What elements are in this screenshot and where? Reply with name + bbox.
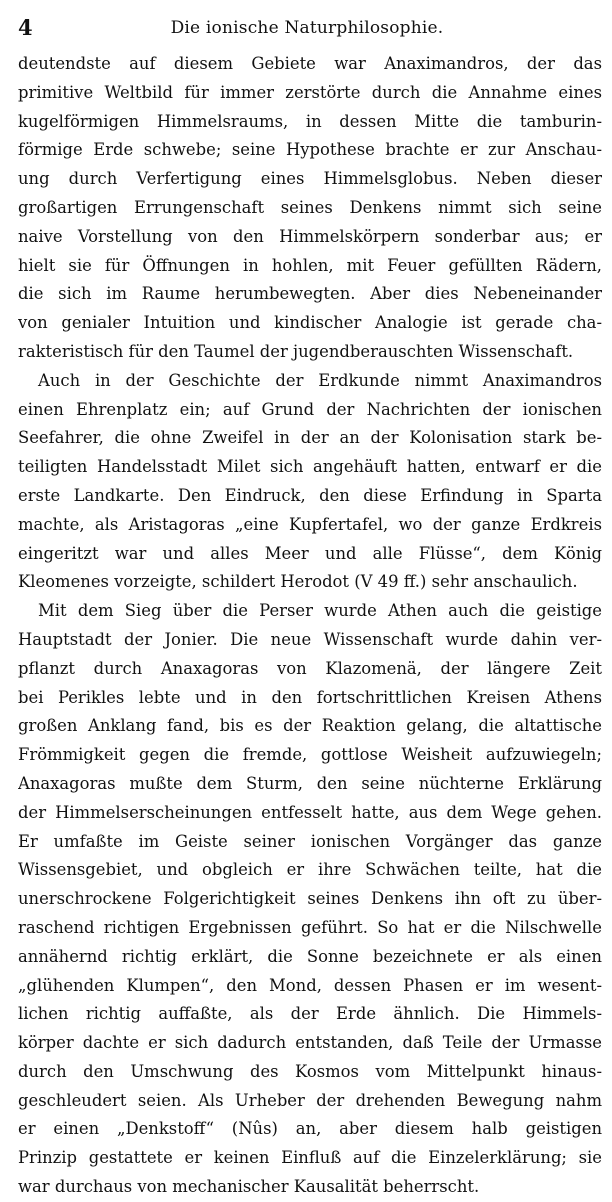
paragraph [18,50,602,367]
text-line: Auch in der Geschichte der Erdkunde nimmt Anaximandros [38,370,602,390]
paragraph [18,597,602,1202]
page-header [14,10,600,44]
text-line: primitive Weltbild für immer zerstörte durch die Annahme eines [18,82,602,102]
text-line: einen Ehrenplatz ein; auf Grund der Nachrichten der ionischen [18,399,602,419]
text-line: förmige Erde schwebe; seine Hypothese brachte er zur Anschau- [18,140,602,160]
text-line: erste Landkarte. Den Eindruck, den diese Erfindung in Sparta [18,485,602,505]
text-line: raschend richtigen Ergebnissen geführt. So hat er die Nilschwelle [18,917,602,937]
text-line: machte, als Aristagoras „eine Kupfertafel, wo der ganze Erdkreis [18,514,602,534]
body-text [18,50,602,1202]
text-line: großen Anklang fand, bis es der Reaktion gelang, die altattische [18,716,602,736]
text-line: „glühenden Klumpen“, den Mond, dessen Phasen er im wesent- [18,975,602,995]
text-line: die sich im Raume herumbewegten. Aber dies Nebeneinander [18,284,602,304]
text-line: war durchaus von mechanischer Kausalität beherrscht. [18,1177,480,1197]
text-line: naive Vorstellung von den Himmelskörpern sonderbar aus; er [18,226,602,246]
text-line: Kleomenes vorzeigte, schildert Herodot (V 49 ff.) sehr anschaulich. [18,572,578,592]
text-line: deutendste auf diesem Gebiete war Anaximandros, der das [18,54,602,73]
text-line: der Himmelserscheinungen entfesselt hatte, aus dem Wege gehen. [18,802,602,822]
text-line: er einen „Denkstoff“ (Nûs) an, aber diesem halb geistigen [18,1119,602,1139]
text-line: Anaxagoras mußte dem Sturm, den seine nüchterne Erklärung [18,773,602,793]
text-line: von genialer Intuition und kindischer Analogie ist gerade cha- [18,313,602,333]
text-line: großartigen Errungenschaft seines Denkens nimmt sich seine [18,197,602,217]
text-line: Wissensgebiet, und obgleich er ihre Schwächen teilte, hat die [18,860,602,880]
text-line: lichen richtig auffaßte, als der Erde ähnlich. Die Himmels- [18,1004,602,1024]
text-line: Frömmigkeit gegen die fremde, gottlose Weisheit aufzuwiegeln; [18,745,602,765]
text-line: ung durch Verfertigung eines Himmelsglobus. Neben dieser [18,169,602,189]
text-line: Er umfaßte im Geiste seiner ionischen Vorgänger das ganze [18,831,602,851]
text-line: unerschrockene Folgerichtigkeit seines Denkens ihn oft zu über- [18,889,602,909]
text-line: Mit dem Sieg über die Perser wurde Athen auch die geistige [38,601,602,621]
text-line: kugelförmigen Himmelsraums, in dessen Mitte die tamburin- [18,111,602,131]
text-line: teiligten Handelsstadt Milet sich angehäuft hatten, entwarf er die [18,457,602,477]
text-line: rakteristisch für den Taumel der jugendberauschten Wissenschaft. [18,341,574,361]
text-line: pflanzt durch Anaxagoras von Klazomenä, der längere Zeit [18,658,602,678]
text-line: Prinzip gestattete er keinen Einfluß auf die Einzelerklärung; sie [18,1148,602,1168]
text-line: durch den Umschwung des Kosmos vom Mittelpunkt hinaus- [18,1061,602,1081]
text-line: annähernd richtig erklärt, die Sonne bezeichnete er als einen [18,946,602,966]
text-line: Seefahrer, die ohne Zweifel in der an der Kolonisation stark be- [18,428,602,448]
running-title: Die ionische Naturphilosophie. [170,18,444,38]
page-number: 4 [18,15,33,40]
text-line: bei Perikles lebte und in den fortschrittlichen Kreisen Athens [18,687,602,707]
text-line: körper dachte er sich dadurch entstanden, daß Teile der Urmasse [18,1033,602,1053]
paragraph [18,367,602,597]
text-line: hielt sie für Öffnungen in hohlen, mit Feuer gefüllten Rädern, [18,255,602,275]
text-line: Hauptstadt der Jonier. Die neue Wissenschaft wurde dahin ver- [18,629,602,649]
text-line: geschleudert seien. Als Urheber der drehenden Bewegung nahm [18,1090,602,1110]
text-line: eingeritzt war und alles Meer und alle Flüsse“, dem König [18,543,602,563]
